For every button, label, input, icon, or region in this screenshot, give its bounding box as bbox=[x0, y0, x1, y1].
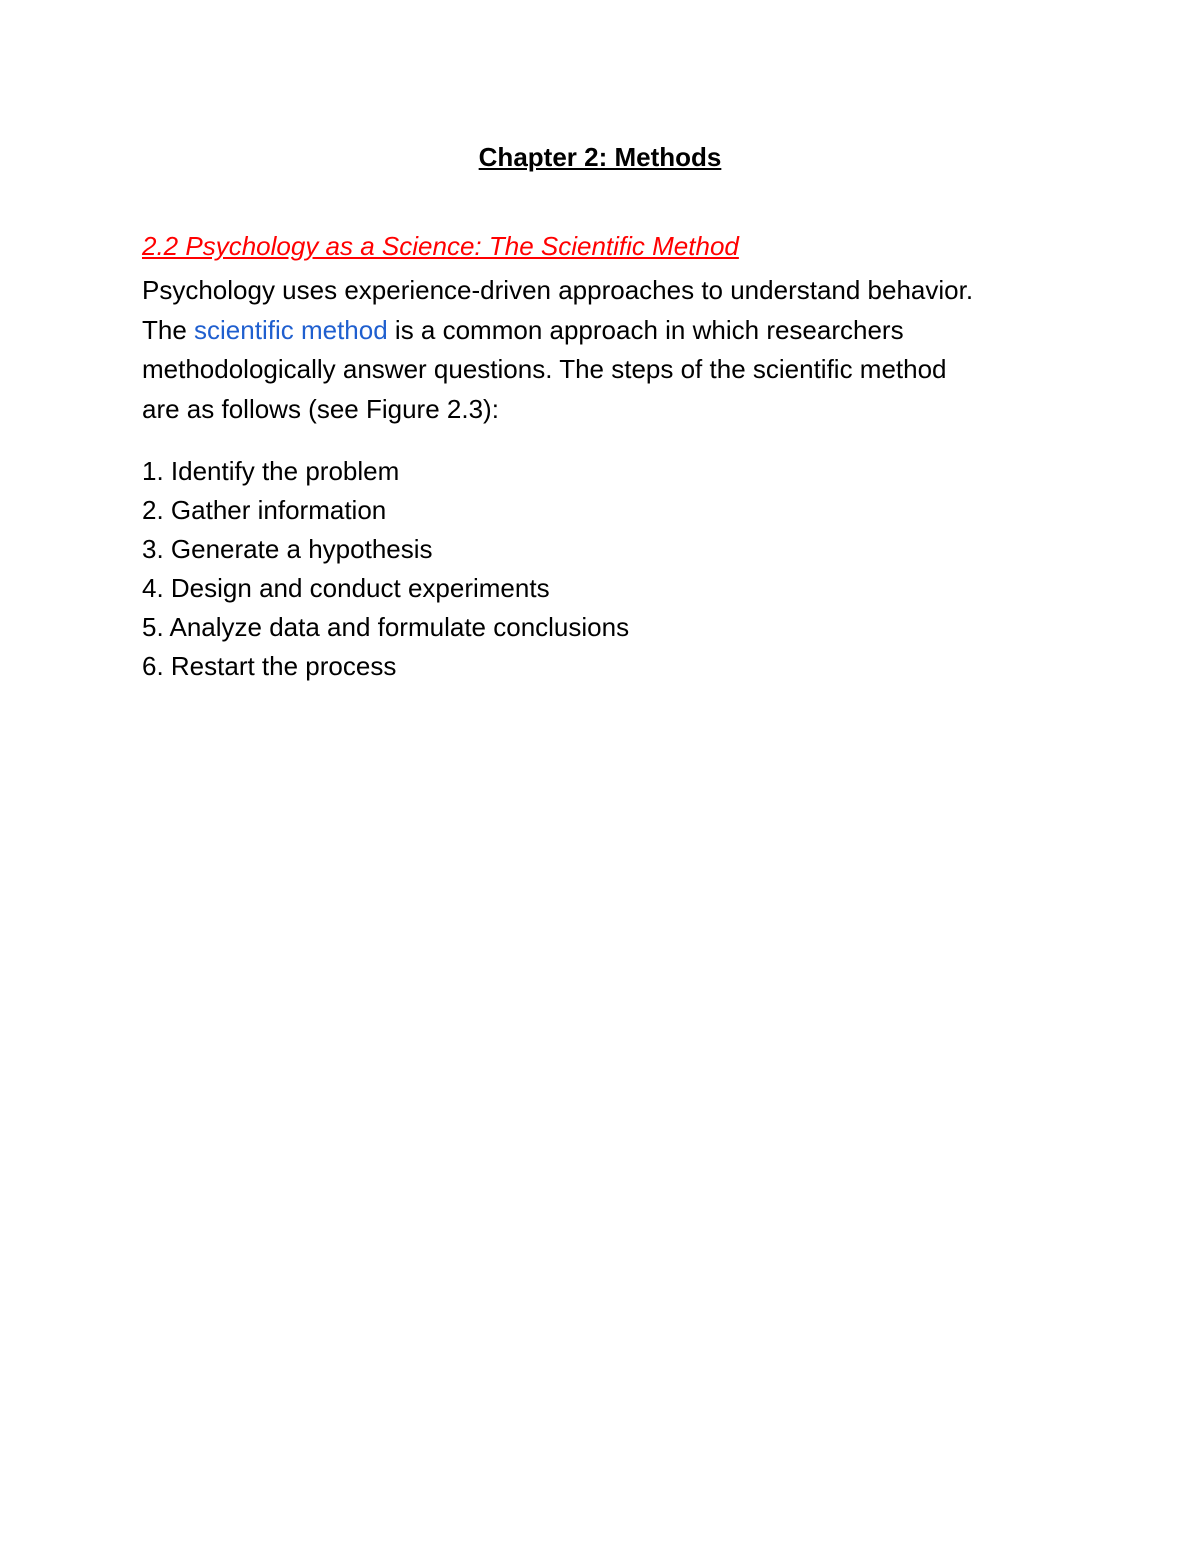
paragraph-line-3: methodologically answer questions. The steps of the scientific method bbox=[142, 354, 947, 384]
intro-paragraph bbox=[142, 271, 1062, 429]
section-heading: 2.2 Psychology as a Science: The Scientific Method bbox=[142, 231, 739, 261]
step-item: 6. Restart the process bbox=[142, 651, 397, 681]
step-item: 5. Analyze data and formulate conclusions bbox=[142, 612, 630, 642]
step-item: 1. Identify the problem bbox=[142, 456, 400, 486]
section-content bbox=[142, 229, 1062, 686]
paragraph-line-2-end: is a common approach in which researchers bbox=[387, 314, 904, 345]
step-item: 2. Gather information bbox=[142, 495, 387, 525]
step-item: 4. Design and conduct experiments bbox=[142, 573, 550, 603]
paragraph-line-2 bbox=[142, 311, 1062, 351]
step-item: 3. Generate a hypothesis bbox=[142, 534, 433, 564]
paragraph-line-1: Psychology uses experience-driven approaches to understand behavior. bbox=[142, 275, 974, 305]
chapter-title: Chapter 2: Methods bbox=[478, 142, 722, 172]
scientific-method-steps bbox=[142, 452, 1062, 686]
paragraph-line-2-start: The bbox=[142, 314, 195, 345]
paragraph-line-4: are as follows (see Figure 2.3): bbox=[142, 393, 499, 424]
key-term-scientific-method: scientific method bbox=[194, 314, 388, 345]
